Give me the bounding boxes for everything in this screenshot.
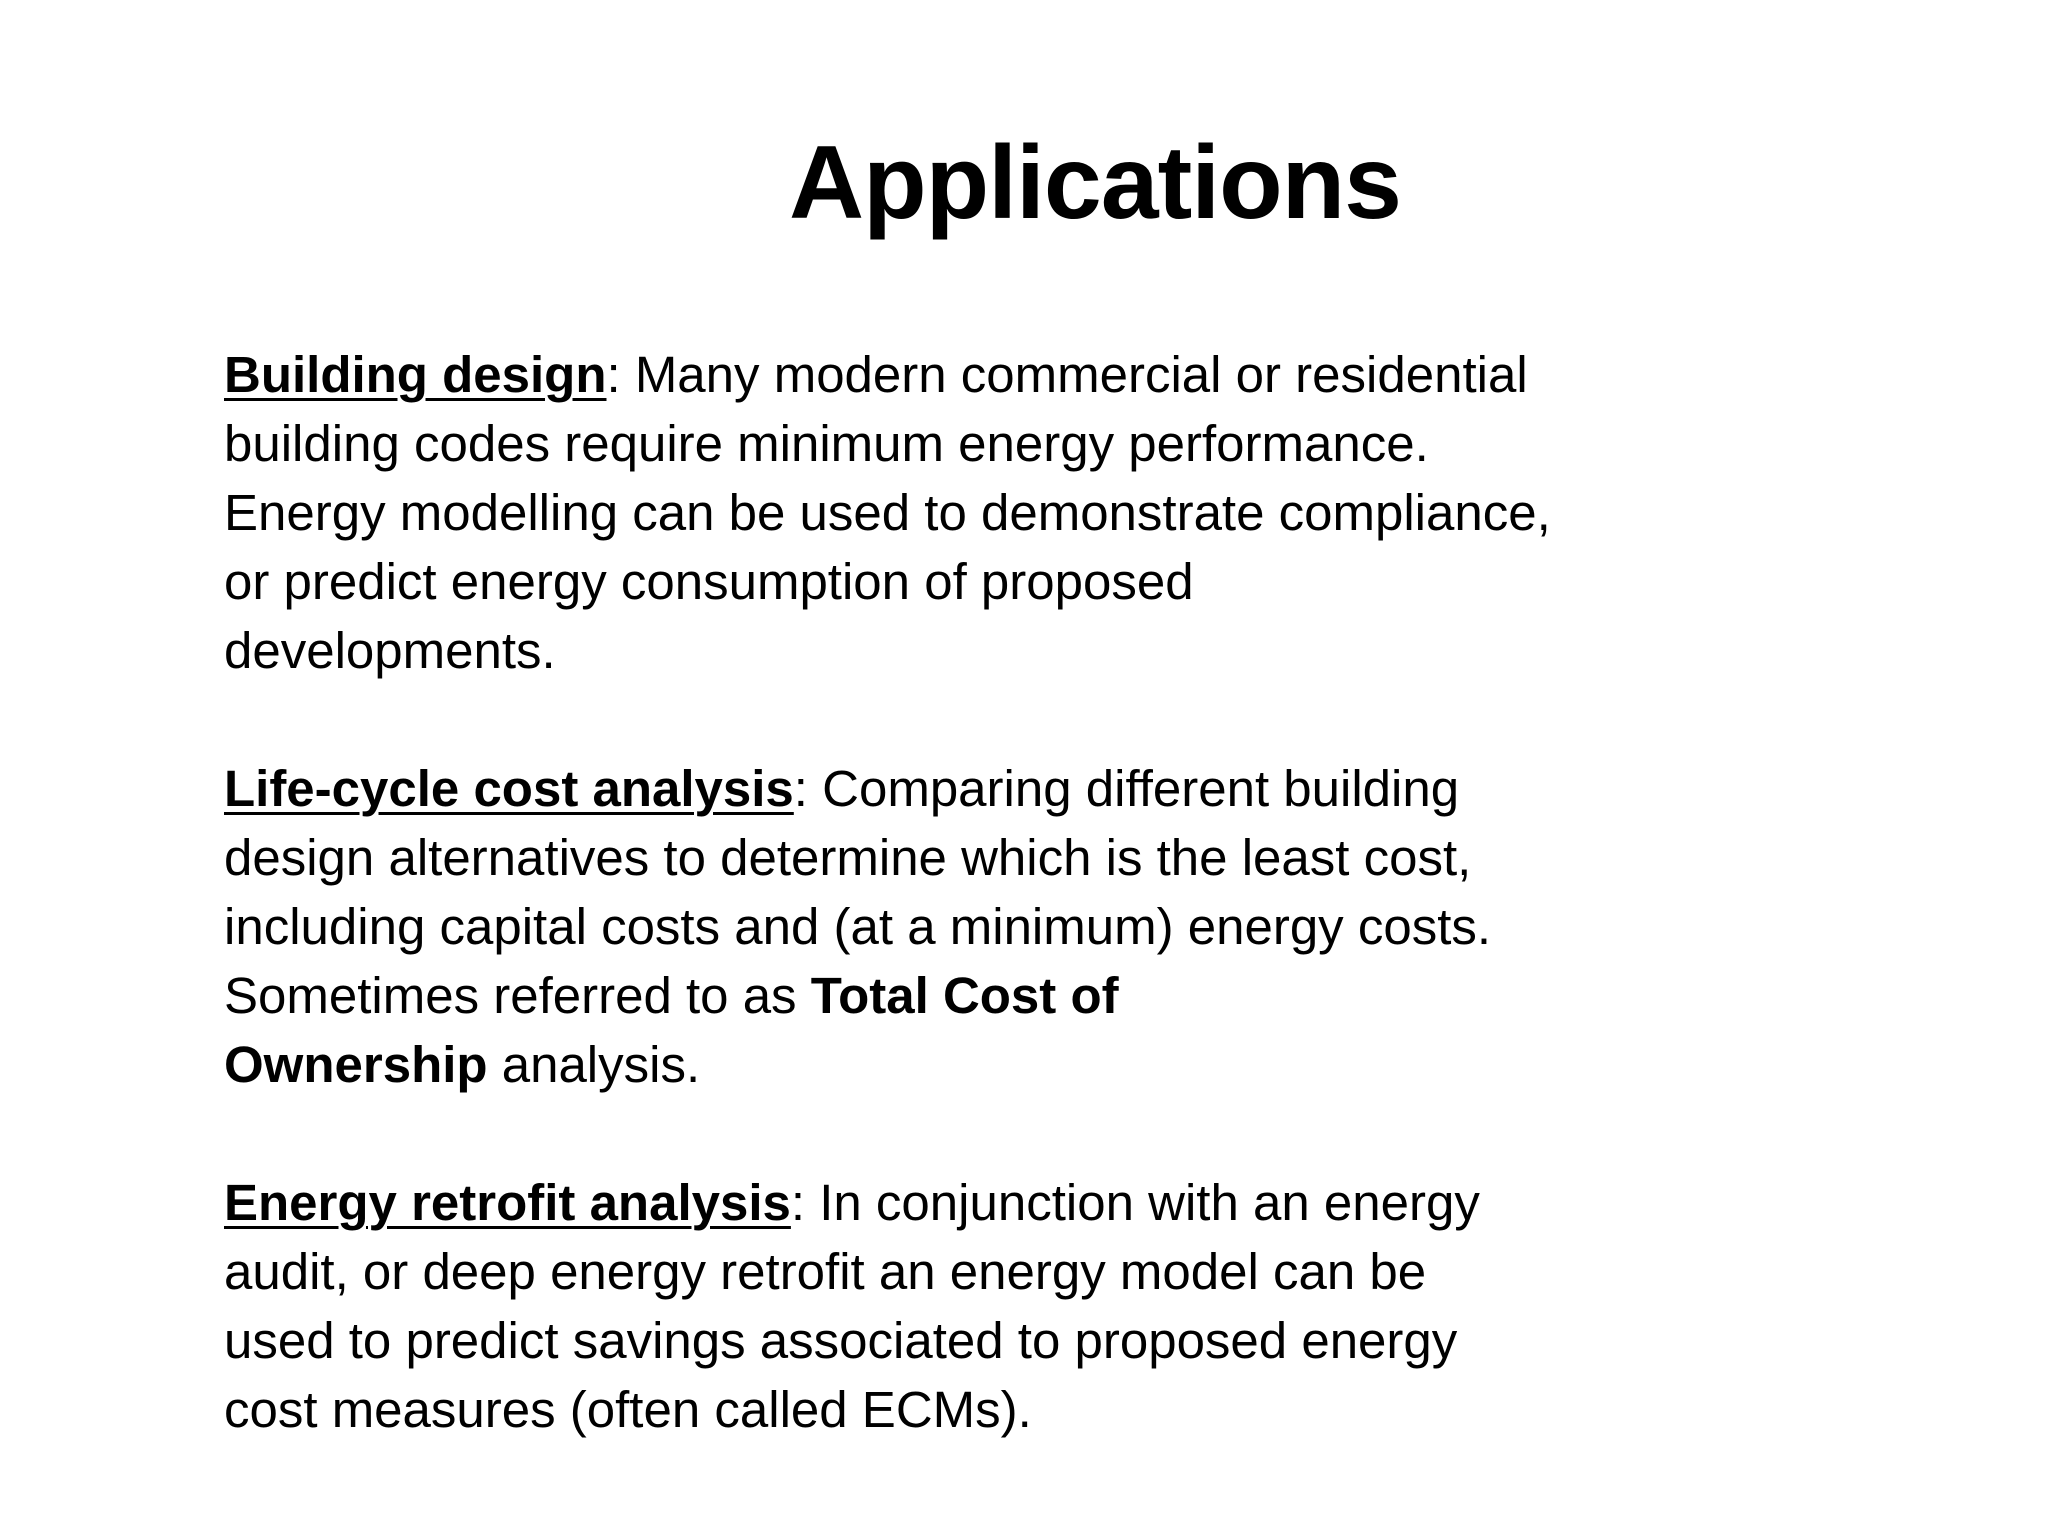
paragraph-line: including capital costs and (at a minimum) energy costs. <box>224 898 1492 955</box>
paragraph-line: or predict energy consumption of proposed <box>224 553 1194 610</box>
paragraph-text: analysis. <box>487 1036 701 1093</box>
term-separator: : <box>790 1174 806 1231</box>
paragraph-energy-retrofit-analysis <box>224 1168 1644 1444</box>
term-energy-retrofit-analysis: Energy retrofit analysis <box>224 1174 791 1231</box>
paragraph-life-cycle-cost-analysis <box>224 754 1644 1099</box>
bold-ownership: Ownership <box>224 1036 488 1093</box>
slide-title: Applications <box>788 125 1402 241</box>
slide-body <box>224 340 1644 1444</box>
paragraph-text: In conjunction with an energy <box>805 1174 1480 1231</box>
paragraph-line: used to predict savings associated to proposed energy <box>224 1312 1458 1369</box>
paragraph-text: Comparing different building <box>807 760 1460 817</box>
paragraph-line: audit, or deep energy retrofit an energy model can be <box>224 1243 1427 1300</box>
paragraph-line <box>224 1168 1644 1237</box>
term-life-cycle-cost-analysis: Life-cycle cost analysis <box>224 760 794 817</box>
term-separator: : <box>793 760 808 817</box>
paragraph-line: Energy modelling can be used to demonstrate compliance, <box>224 484 1551 541</box>
paragraph-line: cost measures (often called ECMs). <box>224 1381 1032 1438</box>
paragraph-line <box>224 754 1644 823</box>
paragraph-line: developments. <box>224 622 556 679</box>
term-building-design: Building design <box>224 346 607 403</box>
paragraph-building-design <box>224 340 1644 685</box>
paragraph-line <box>224 961 1644 1030</box>
bold-total-cost-of: Total Cost of <box>810 967 1119 1024</box>
paragraph-text: Many modern commercial or residential <box>620 346 1528 403</box>
paragraph-line <box>224 340 1644 409</box>
paragraph-line: design alternatives to determine which is the least cost, <box>224 829 1472 886</box>
paragraph-line: building codes require minimum energy performance. <box>224 415 1429 472</box>
paragraph-line <box>224 1030 1644 1099</box>
term-separator: : <box>606 346 621 403</box>
paragraph-text: Sometimes referred to as <box>224 967 811 1024</box>
